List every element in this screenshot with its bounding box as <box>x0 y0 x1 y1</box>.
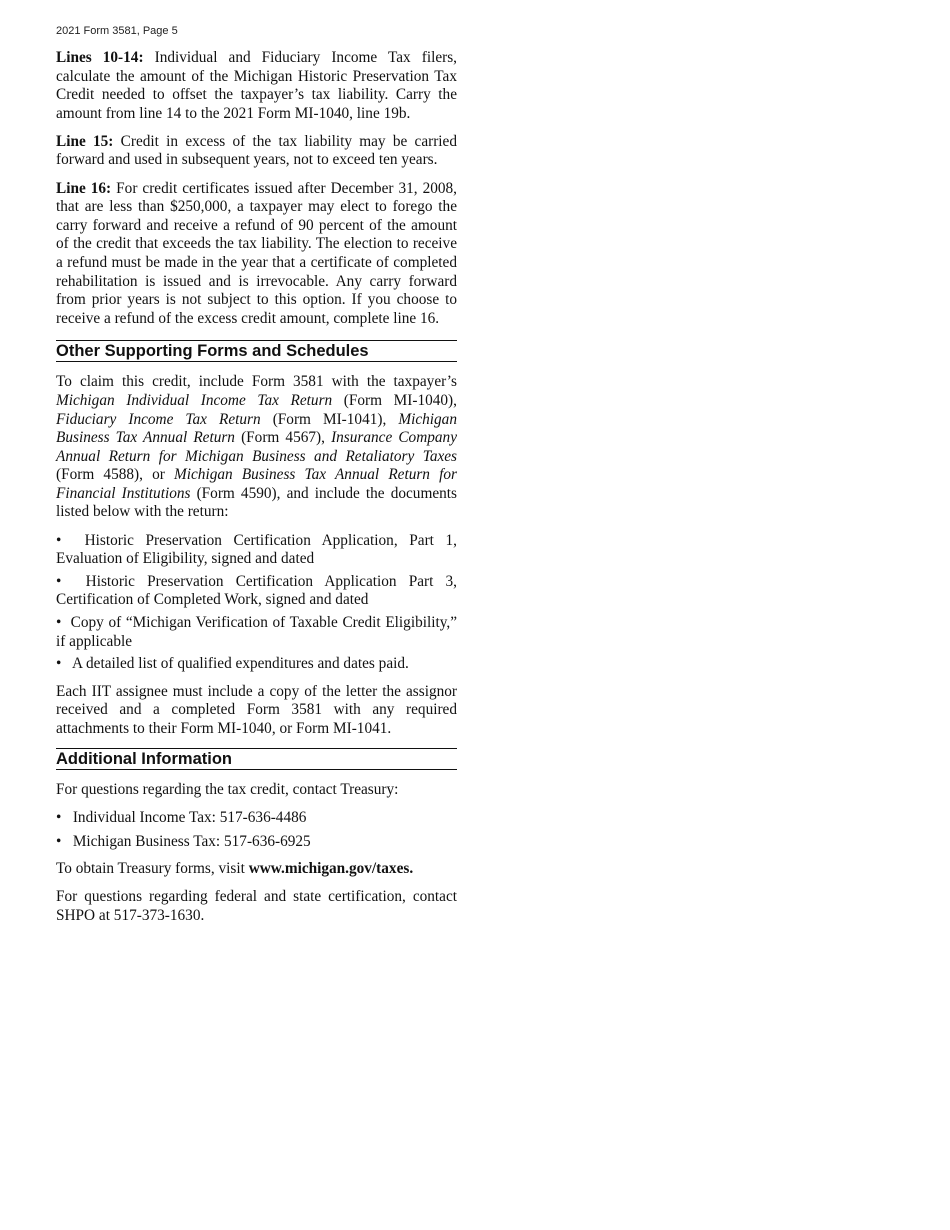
forms-text: To obtain Treasury forms, visit <box>56 860 249 878</box>
additional-intro: For questions regarding the tax credit, contact Treasury: <box>56 781 399 798</box>
documents-list <box>56 532 457 674</box>
line-15-text: Credit in excess of the tax liability may be carried forward and used in subsequent years, not to exceed ten years. <box>56 132 457 169</box>
list-item: • Historic Preservation Certification Application, Part 1, Evaluation of Eligibility, signed and dated <box>56 531 457 568</box>
instructions-column <box>56 49 457 935</box>
intro-italic-4: Insurance Company Annual Return for Michigan Business and Retaliatory Taxes <box>56 429 457 465</box>
list-item-text: Historic Preservation Certification Application Part 3, Certification of Completed Work, signed and dated <box>56 572 457 609</box>
lines-10-14-paragraph <box>56 49 457 123</box>
line-15-paragraph <box>56 133 457 170</box>
intro-italic-5: Michigan Business Tax Annual Return for Financial Institutions <box>56 466 457 502</box>
intro-text-2: (Form MI-1040), <box>332 391 457 409</box>
lines-10-14-label: Lines 10-14: <box>56 49 144 66</box>
list-item: • Historic Preservation Certification Application Part 3, Certification of Completed Work, signed and dated <box>56 572 457 609</box>
list-item-text: Michigan Business Tax: 517-636-6925 <box>72 832 311 850</box>
line-15-label: Line 15: <box>56 132 114 150</box>
assignee-paragraph: Each IIT assignee must include a copy of the letter the assignor received and a completed Form 3581 with any required attachments to their Form MI-1040, or Form MI-1041. <box>56 682 457 737</box>
other-forms-intro <box>56 373 457 522</box>
list-item-text: Historic Preservation Certification Application, Part 1, Evaluation of Eligibility, signed and dated <box>56 531 457 568</box>
intro-text-4: (Form 4567), <box>234 429 332 447</box>
treasury-url-link[interactable]: www.michigan.gov/taxes. <box>248 860 414 878</box>
intro-text-3: (Form MI-1041), <box>260 410 399 428</box>
intro-text-5: (Form 4588), or <box>56 466 175 484</box>
intro-text-6: (Form 4590), and include the documents listed below with the return: <box>56 484 457 521</box>
forms-paragraph <box>56 860 457 879</box>
intro-text-1: To claim this credit, include Form 3581 with the taxpayer’s <box>56 373 457 391</box>
list-item-text: Copy of “Michigan Verification of Taxable Credit Eligibility,” if applicable <box>56 613 457 650</box>
other-forms-heading: Other Supporting Forms and Schedules <box>56 340 457 362</box>
lines-10-14-text: Individual and Fiduciary Income Tax filers, calculate the amount of the Michigan Historic Preservation Tax Credit needed to offset the taxpayer’s tax liability. Carry the amount from line 14 to the 2021 Form MI-1040, line 19b. <box>56 49 458 122</box>
additional-info-heading: Additional Information <box>56 748 457 770</box>
list-item: • Michigan Business Tax: 517-636-6925 <box>56 832 311 850</box>
line-16-paragraph <box>56 180 457 329</box>
intro-italic-2: Fiduciary Income Tax Return <box>56 410 261 428</box>
intro-italic-3: Michigan Business Tax Annual Return <box>56 410 457 447</box>
shpo-paragraph: For questions regarding federal and state certification, contact SHPO at 517-373-1630. <box>56 888 457 924</box>
list-item: • A detailed list of qualified expenditures and dates paid. <box>56 655 409 673</box>
page-header: 2021 Form 3581, Page 5 <box>56 25 178 37</box>
line-16-text: For credit certificates issued after December 31, 2008, that are less than $250,000, a taxpayer may elect to forego the carry forward and receive a refund of 90 percent of the amount of the credit that exceeds the tax liability. The election to receive a refund must be made in the year that a certificate of completed rehabilitation is issued and is irrevocable. Any carry forward from prior years is not subject to this option. If you choose to receive a refund of the excess credit amount, complete line 16. <box>56 179 457 327</box>
list-item-text: A detailed list of qualified expenditures and dates paid. <box>71 655 409 673</box>
list-item: • Copy of “Michigan Verification of Taxable Credit Eligibility,” if applicable <box>56 613 457 650</box>
intro-italic-1: Michigan Individual Income Tax Return <box>56 391 333 409</box>
line-16-label: Line 16: <box>56 179 112 197</box>
list-item: • Individual Income Tax: 517-636-4486 <box>56 809 307 827</box>
list-item-text: Individual Income Tax: 517-636-4486 <box>72 809 307 827</box>
